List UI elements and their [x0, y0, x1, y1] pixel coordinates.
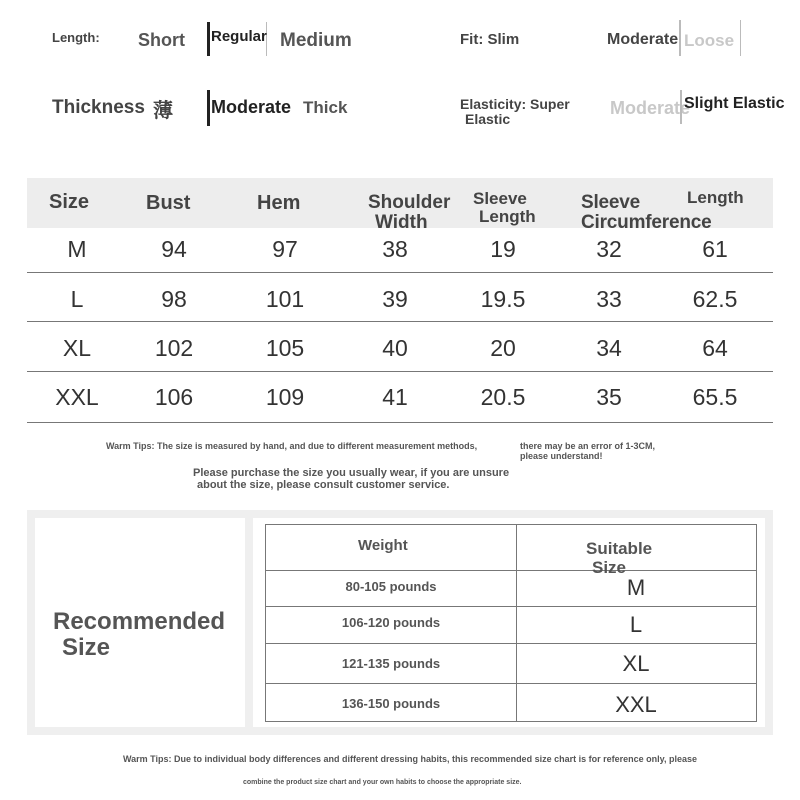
measurement-cell: 106 [154, 384, 194, 410]
length-label: Length: [52, 30, 100, 45]
fit-option-loose: Loose [684, 31, 735, 50]
measurement-cell: 20.5 [480, 384, 526, 410]
measurement-cell: 109 [265, 384, 305, 410]
suitable-size-cell: XL [622, 651, 650, 676]
suitable-size-cell: M [626, 575, 646, 600]
tip-purchase-line2: about the size, please consult customer service. [197, 479, 450, 491]
elasticity-option-slight: Slight Elastic [684, 95, 785, 112]
measurement-cell: 34 [596, 335, 622, 361]
measurement-cell: 101 [265, 286, 305, 312]
measurement-cell: 98 [161, 286, 187, 312]
header-sleeve-length: Length [479, 207, 536, 226]
measurement-cell: 97 [272, 236, 298, 262]
measurement-cell: 32 [596, 236, 622, 262]
tip-understand: please understand! [520, 451, 603, 461]
row-divider [27, 272, 773, 273]
row-divider [266, 606, 756, 607]
weight-range-cell: 80-105 pounds [345, 579, 437, 594]
header-sleeve-circumference: Sleeve Circumference [581, 193, 712, 233]
length-option-short: Short [138, 30, 185, 50]
measurement-cell: 61 [702, 236, 728, 262]
header-suitable: Suitable [586, 539, 653, 558]
elasticity-label-line2: Elastic [465, 111, 511, 127]
measurement-cell: 105 [265, 335, 305, 361]
tip-reference-line2: combine the product size chart and your own habits to choose the appropriate size. [243, 779, 522, 786]
size-label-cell: M [67, 236, 87, 262]
recommended-size-panel [27, 510, 773, 735]
header-shoulder-width: Width [375, 212, 428, 233]
header-suitable-size: Size [592, 558, 627, 577]
tip-purchase-line1: Please purchase the size you usually wear, if you are unsure [193, 467, 510, 479]
recommended-title-size: Size [62, 634, 111, 661]
measurement-cell: 38 [382, 236, 408, 262]
measurement-cell: 102 [154, 335, 194, 361]
thickness-cjk-label: 薄 [153, 98, 173, 122]
length-option-regular: Regular [211, 28, 267, 45]
header-hem: Hem [257, 192, 301, 214]
fit-label: Fit: Slim [460, 31, 520, 48]
measurement-cell: 40 [382, 335, 408, 361]
measurement-cell: 94 [161, 236, 187, 262]
thickness-option-moderate: Moderate [211, 97, 292, 117]
weight-range-cell: 106-120 pounds [341, 615, 441, 630]
header-sleeve: Sleeve [473, 189, 527, 208]
measurement-cell: 62.5 [692, 286, 738, 312]
weight-range-cell: 121-135 pounds [341, 656, 441, 671]
header-weight: Weight [358, 537, 408, 554]
length-option-medium: Medium [280, 30, 352, 51]
row-divider [27, 321, 773, 322]
weight-range-cell: 136-150 pounds [341, 696, 441, 711]
measurement-cell: 39 [382, 286, 408, 312]
recommended-title: Recommended [53, 608, 226, 635]
row-divider [27, 422, 773, 423]
tip-error-range: there may be an error of 1-3CM, [520, 441, 656, 451]
size-label-cell: XXL [55, 384, 99, 410]
measurement-cell: 20 [490, 335, 516, 361]
elasticity-label: Elasticity: Super [460, 96, 570, 112]
tip-reference-line1: Warm Tips: Due to individual body differences and different dressing habits, this recommended size chart is for reference only, please [123, 754, 697, 764]
measurement-cell: 19 [490, 236, 516, 262]
measurement-cell: 64 [702, 335, 728, 361]
row-divider [266, 570, 756, 571]
fit-option-moderate: Moderate [607, 31, 679, 48]
suitable-size-cell: L [629, 612, 643, 637]
suitable-size-cell: XXL [615, 692, 657, 717]
row-divider [266, 683, 756, 684]
row-divider [266, 643, 756, 644]
measurement-cell: 19.5 [480, 286, 526, 312]
measurement-cell: 65.5 [692, 384, 738, 410]
measurement-cell: 35 [596, 384, 622, 410]
elasticity-option-moderate: Moderate [610, 98, 691, 118]
row-divider [27, 371, 773, 372]
header-bust: Bust [146, 192, 191, 214]
header-size: Size [49, 191, 90, 213]
size-label-cell: L [70, 286, 84, 312]
thickness-label: Thickness [52, 97, 145, 118]
header-shoulder: Shoulder [368, 192, 451, 213]
size-label-cell: XL [62, 335, 92, 361]
tip-measurement: Warm Tips: The size is measured by hand, and due to different measurement methods, [106, 441, 478, 451]
measurement-cell: 33 [596, 286, 622, 312]
header-length: Length [687, 188, 744, 207]
measurement-cell: 41 [382, 384, 408, 410]
recommended-size-table [265, 524, 757, 722]
thickness-option-thick: Thick [303, 98, 348, 117]
